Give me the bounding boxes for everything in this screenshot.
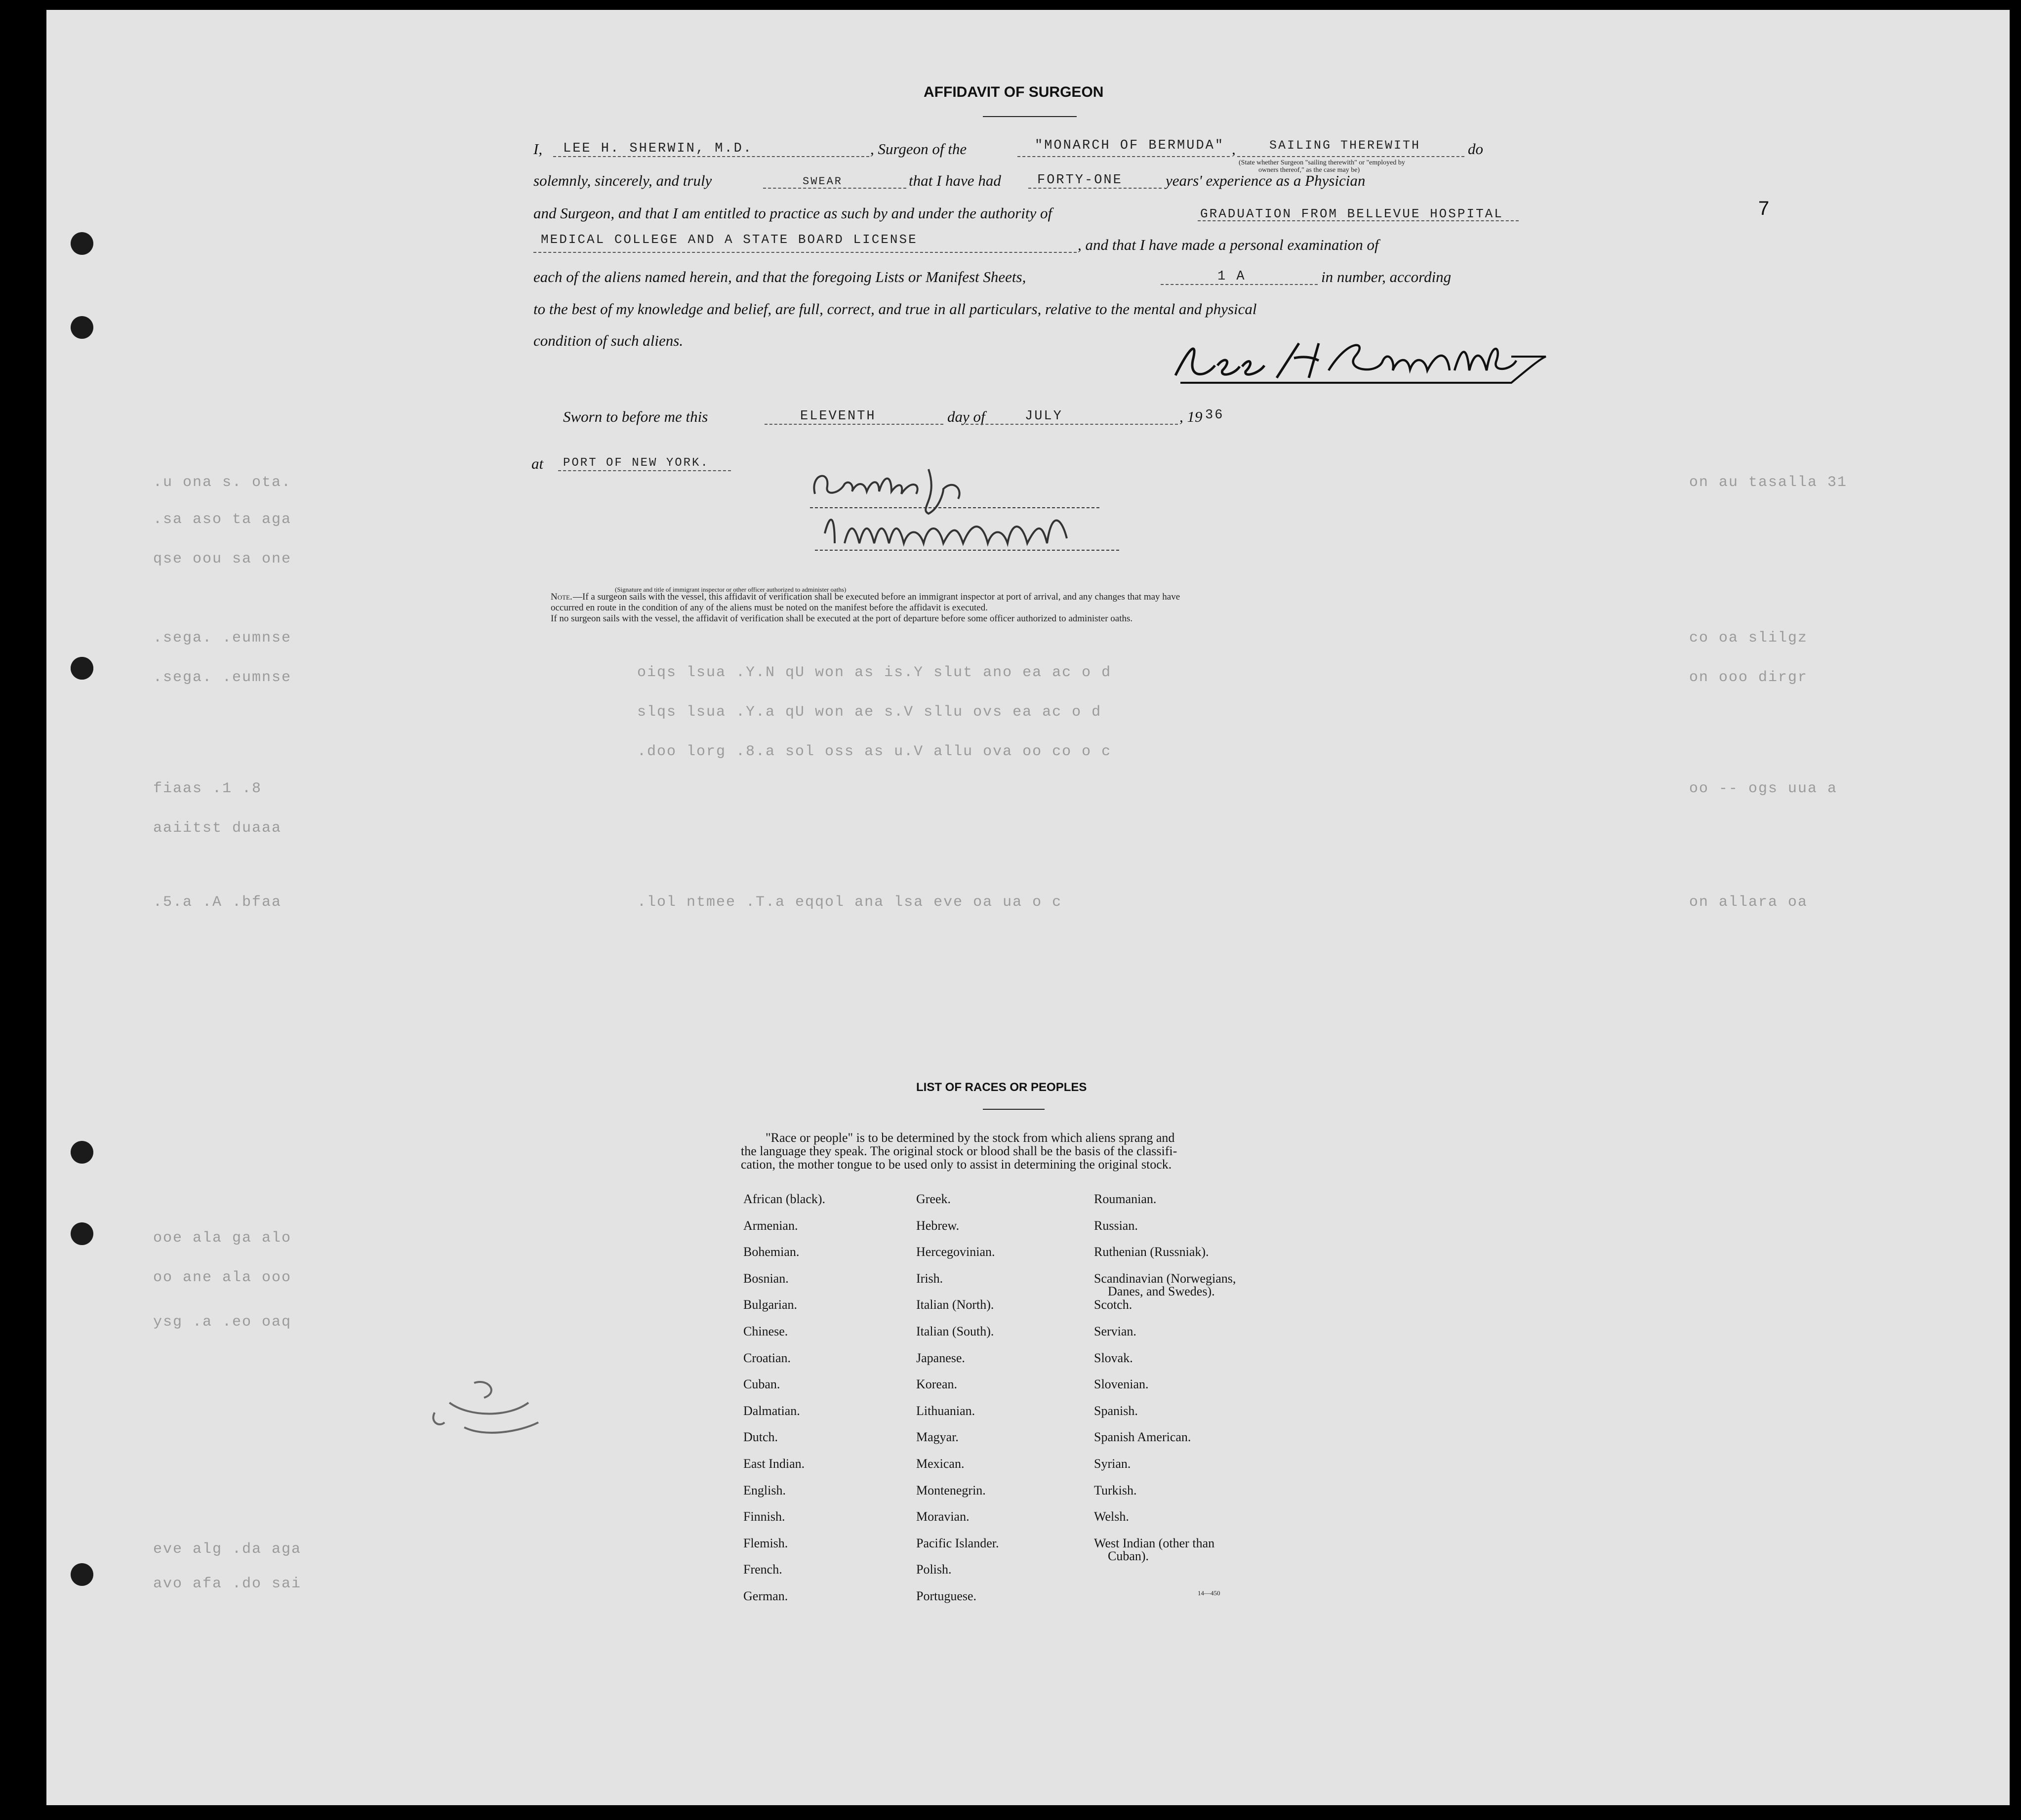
punch-hole [71,316,93,339]
race-item: West Indian (other than [1094,1536,1215,1550]
race-item: Bosnian. [743,1271,789,1286]
punch-hole [71,657,93,680]
affidavit-line4-post: , and that I have made a personal examination of [1078,236,1379,253]
affidavit-line2-mid: that I have had [909,172,1001,189]
race-item: Russian. [1094,1218,1138,1233]
race-item: Greek. [916,1192,951,1206]
race-item: Hebrew. [916,1218,960,1233]
race-item: Ruthenian (Russniak). [1094,1245,1209,1259]
race-item: Cuban. [743,1377,780,1392]
race-item: Servian. [1094,1324,1136,1338]
faint-stamp [420,1373,558,1452]
surgeon-name: LEE H. SHERWIN, M.D. [563,141,753,156]
comma: , [1232,140,1236,158]
race-item: Pacific Islander. [916,1536,999,1550]
race-item: Bohemian. [743,1245,800,1259]
race-item: Chinese. [743,1324,788,1338]
race-item: Turkish. [1094,1483,1137,1497]
punch-hole [71,1222,93,1245]
affidavit-line1-post: do [1468,140,1483,158]
races-intro-3: cation, the mother tongue to be used only to assist in determining the original stock. [741,1157,1172,1172]
surgeon-signature [1171,331,1556,390]
affidavit-line5-post: in number, according [1321,268,1452,285]
races-title-rule [983,1109,1045,1110]
race-item: Mexican. [916,1456,965,1471]
race-item: Hercegovinian. [916,1245,995,1259]
sworn-year: 36 [1205,408,1224,423]
race-item: Croatian. [743,1350,791,1365]
race-item: Scandinavian (Norwegians, [1094,1271,1236,1286]
race-item: Roumanian. [1094,1192,1157,1206]
affidavit-line2-pre: solemnly, sincerely, and truly [533,172,712,189]
race-item: Bulgarian. [743,1297,798,1312]
affidavit-line2-post: years' experience as a Physician [1166,172,1366,189]
affidavit-line1-pre: I, [533,140,543,158]
punch-hole [71,1141,93,1164]
races-intro-1: "Race or people" is to be determined by the stock from which aliens sprang and [766,1131,1175,1145]
race-item: Syrian. [1094,1456,1131,1471]
race-item: Japanese. [916,1350,965,1365]
years-value: FORTY-ONE [1037,173,1123,188]
race-item: Spanish. [1094,1403,1138,1418]
vessel-name: "MONARCH OF BERMUDA" [1035,138,1225,153]
race-item: Slovak. [1094,1350,1133,1365]
race-item: Armenian. [743,1218,798,1233]
sworn-year-prefix: , 19 [1179,408,1203,425]
race-item: Magyar. [916,1430,959,1445]
affidavit-title: AFFIDAVIT OF SURGEON [924,84,1104,100]
race-item: Spanish American. [1094,1430,1191,1445]
authority-value: GRADUATION FROM BELLEVUE HOSPITAL [1200,206,1503,221]
race-item: Portuguese. [916,1589,977,1603]
note-label: Note. [551,592,572,602]
race-item: English. [743,1483,786,1497]
sworn-month-field [966,407,1178,425]
port-value: PORT OF NEW YORK. [563,456,709,470]
race-item: Danes, and Swedes). [1108,1284,1215,1298]
officer-signature [805,459,1151,558]
affidavit-line1-mid: , Surgeon of the [870,140,967,158]
at-label: at [531,455,544,472]
note-line-3: If no surgeon sails with the vessel, the affidavit of verification shall be executed at the port of departure before some officer authorized to administer oaths. [551,613,1133,624]
affidavit-line7: condition of such aliens. [533,332,684,349]
race-item: Montenegrin. [916,1483,986,1497]
form-code: 14—450 [1198,1589,1220,1597]
race-item: Dalmatian. [743,1403,800,1418]
officer-caption: (Signature and title of immigrant inspector or other officer authorized to administer oaths) [615,586,847,593]
race-item: Slovenian. [1094,1377,1149,1392]
punch-hole [71,1563,93,1586]
race-item: Polish. [916,1562,952,1577]
race-item: French. [743,1562,782,1577]
race-item: Irish. [916,1271,943,1286]
sworn-day: ELEVENTH [800,409,876,424]
race-item: Italian (South). [916,1324,994,1338]
race-item: Finnish. [743,1509,785,1524]
affidavit-line5-pre: each of the aliens named herein, and that the foregoing Lists or Manifest Sheets, [533,268,1026,285]
sheets-value: 1 A [1217,269,1246,284]
authority-value-2: MEDICAL COLLEGE AND A STATE BOARD LICENSE [541,232,918,247]
race-item: Scotch. [1094,1297,1132,1312]
punch-hole [71,232,93,255]
race-item: Dutch. [743,1430,778,1445]
race-item: African (black). [743,1192,826,1206]
page-number: 7 [1758,198,1770,219]
title-rule [983,116,1077,117]
race-item: Italian (North). [916,1297,994,1312]
sworn-pre: Sworn to before me this [563,408,708,425]
race-item: German. [743,1589,788,1603]
race-item: East Indian. [743,1456,805,1471]
note-line-1: —If a surgeon sails with the vessel, this affidavit of verification shall be executed before an immigrant inspector at port of arrival, and any changes that may have [573,592,1180,602]
sworn-mid: day of [947,408,985,425]
race-item: Korean. [916,1377,958,1392]
races-title: LIST OF RACES OR PEOPLES [916,1081,1087,1094]
race-item: Lithuanian. [916,1403,975,1418]
status-note-2: owners thereof," as the case may be) [1258,166,1360,174]
affidavit-line6: to the best of my knowledge and belief, are full, correct, and true in all particulars, relative to the mental and physical [533,300,1257,318]
race-item: Moravian. [916,1509,970,1524]
race-item: Welsh. [1094,1509,1129,1524]
races-intro-2: the language they speak. The original stock or blood shall be the basis of the classifi- [741,1144,1177,1158]
race-item: Cuban). [1108,1548,1149,1563]
note-line-2: occurred en route in the condition of any of the aliens must be noted on the manifest before the affidavit is executed. [551,603,988,613]
surgeon-status: SAILING THEREWITH [1269,138,1421,153]
race-item: Flemish. [743,1536,788,1550]
oath-value: SWEAR [803,175,843,188]
affidavit-line3-pre: and Surgeon, and that I am entitled to practice as such by and under the authority of [533,204,1052,222]
sworn-month: JULY [1025,409,1063,424]
status-note-1: (State whether Surgeon "sailing therewith" or "employed by [1239,159,1405,166]
